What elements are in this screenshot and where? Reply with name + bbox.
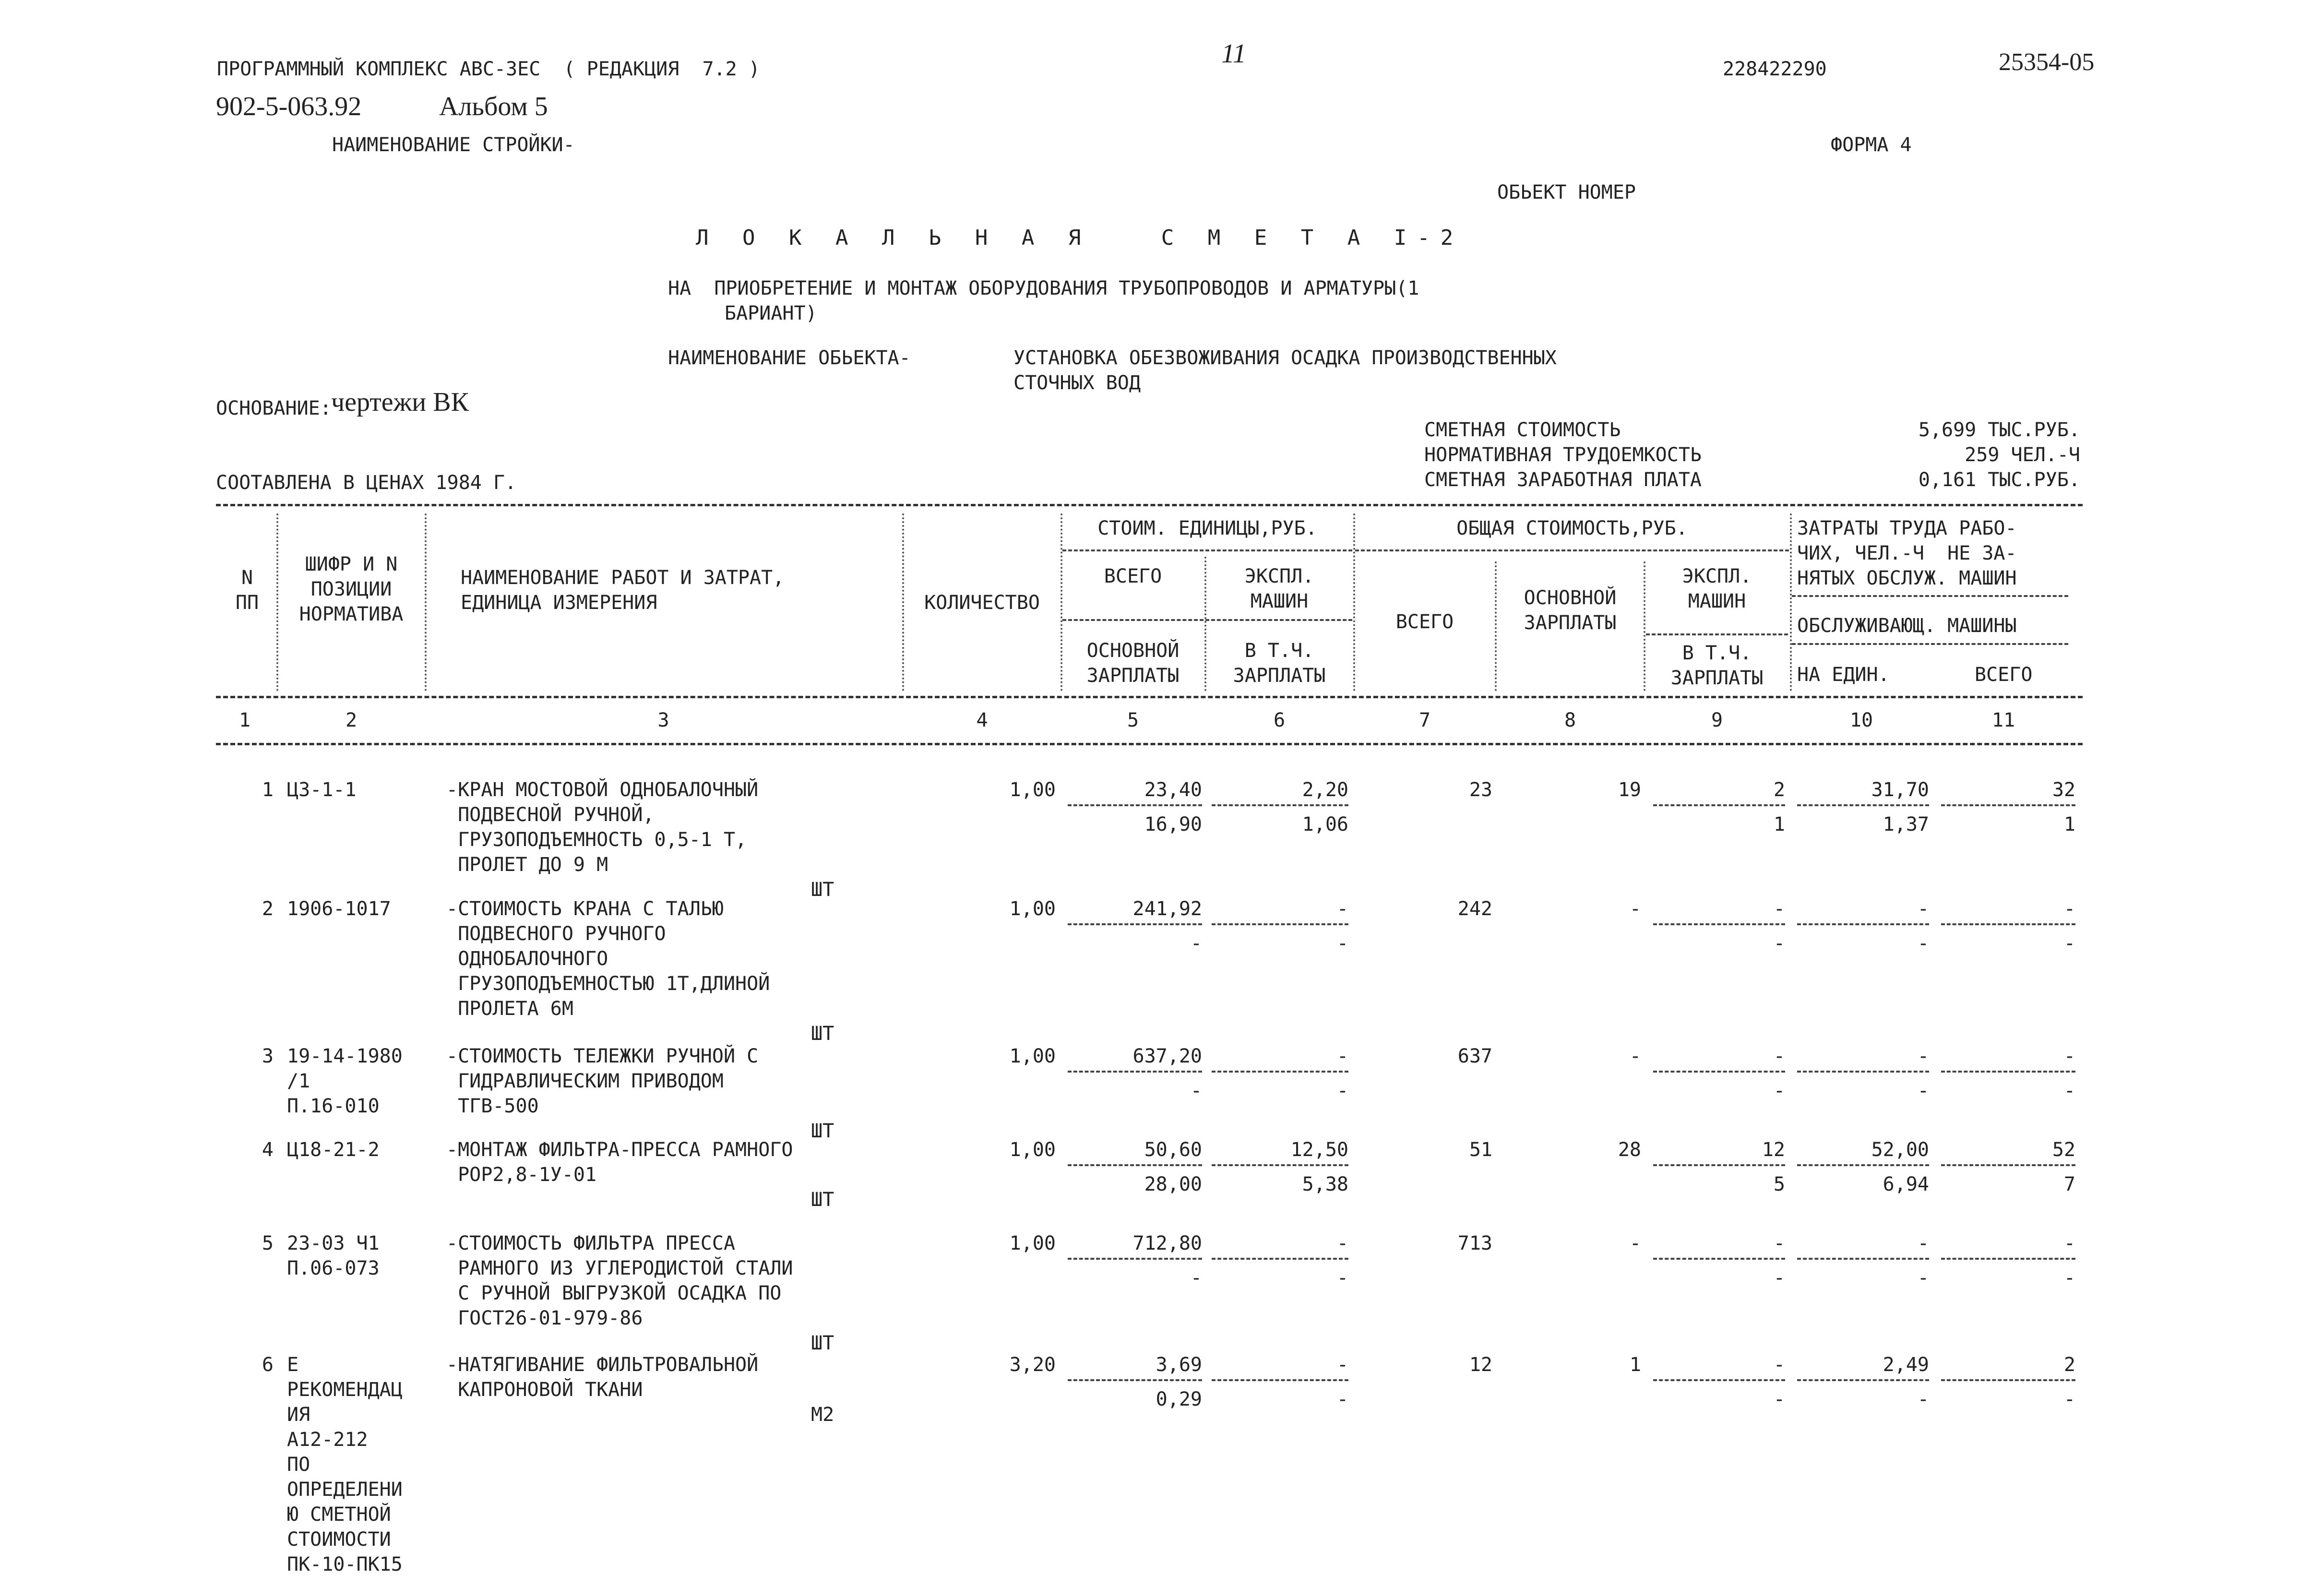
document-title: Л О К А Л Ь Н А Я С М Е Т А I-2 [696,226,1464,250]
row-total-machines: 12 [1762,1139,1785,1161]
column-number-5: 5 [1127,709,1139,731]
row-unit-total: 712,80 [1132,1232,1202,1254]
cell-divider-rule [1653,1258,1785,1260]
row-unit-wage: - [1190,932,1202,955]
header-col-number: N ПП [235,567,259,614]
header-subrule [1355,549,1789,551]
cell-divider-rule [1653,923,1785,925]
row-labor-unit: 2,49 [1883,1354,1929,1376]
row-labor-total-service: - [2063,1267,2075,1289]
header-subrule [1646,633,1788,635]
column-number-9: 9 [1711,709,1723,731]
row-labor-unit-service: - [1917,1267,1929,1289]
header-unit-total: ВСЕГО [1104,565,1162,587]
album-label: Альбом 5 [439,92,548,121]
row-unit-total: 3,69 [1156,1354,1202,1376]
header-bottom-rule [216,696,2083,698]
row-code: 23-03 Ч1 П.06-073 [287,1232,380,1279]
row-unit-machine-wage: - [1336,1080,1348,1102]
row-unit-machine-wage: 1,06 [1302,813,1348,835]
row-total-all: 637 [1457,1045,1492,1067]
column-number-10: 10 [1849,709,1873,731]
summary-label-1: СМЕТНАЯ СТОИМОСТЬ [1424,419,1621,441]
header-labor-service: ОБСЛУЖИВАЮЩ. МАШИНЫ [1797,615,2017,637]
header-total-machines: ЭКСПЛ. МАШИН [1682,565,1752,612]
row-total-wage: 19 [1618,779,1641,801]
row-labor-total-service: - [2063,1388,2075,1410]
row-number: 1 [262,779,274,801]
prices-basis: СООТАВЛЕНА В ЦЕНАХ 1984 Г. [216,472,517,494]
row-unit-wage: - [1190,1267,1202,1289]
row-total-wage: 28 [1618,1139,1641,1161]
row-labor-total-service: - [2063,1080,2075,1102]
header-subrule [1792,595,2068,597]
row-labor-unit-service: 1,37 [1883,813,1929,835]
row-unit: М2 [811,1404,834,1426]
row-unit-wage: - [1190,1080,1202,1102]
row-unit-machines: - [1336,1354,1348,1376]
page-number: 11 [1221,39,1246,69]
row-labor-total-service: 7 [2063,1173,2075,1195]
row-name: -СТОИМОСТЬ КРАНА С ТАЛЬЮ ПОДВЕСНОГО РУЧНОГО ОДНОБАЛОЧНОГО ГРУЗОПОДЪЕМНОСТЬЮ 1Т,ДЛИНОЙ ПРОЛЕТА 6М [446,898,770,1020]
row-unit-total: 50,60 [1144,1139,1202,1161]
cell-divider-rule [1068,1071,1202,1073]
row-total-all: 12 [1469,1354,1492,1376]
row-labor-unit: - [1917,1045,1929,1067]
row-number: 6 [262,1354,274,1376]
row-total-all: 51 [1469,1139,1492,1161]
cell-divider-rule [1653,1164,1785,1166]
header-col-code: ШИФР И N ПОЗИЦИИ НОРМАТИВА [299,553,404,625]
cell-divider-rule [1212,1164,1348,1166]
row-labor-total-service: - [2063,932,2075,955]
row-quantity: 1,00 [1009,1045,1056,1067]
summary-label-3: СМЕТНАЯ ЗАРАБОТНАЯ ПЛАТА [1424,469,1702,491]
row-unit-wage: 16,90 [1144,813,1202,835]
object-name-line-2: СТОЧНЫХ ВОД [1013,372,1141,394]
cell-divider-rule [1797,923,1929,925]
row-unit: ШТ [811,1332,834,1354]
column-number-6: 6 [1273,709,1286,731]
row-code: 19-14-1980 /1 П.16-010 [287,1045,403,1117]
column-number-3: 3 [657,709,669,731]
header-total-cost-group: ОБЩАЯ СТОИМОСТЬ,РУБ. [1456,517,1688,539]
cell-divider-rule [1941,923,2075,925]
row-total-all: 713 [1457,1232,1492,1254]
row-quantity: 1,00 [1009,898,1056,920]
row-total-wage: - [1629,1045,1641,1067]
basis-value: чертежи ВК [331,387,469,417]
header-unit-wage: ОСНОВНОЙ ЗАРПЛАТЫ [1086,640,1180,687]
header-subrule [1062,549,1352,551]
row-labor-unit: 31,70 [1871,779,1929,801]
object-name-line-1: УСТАНОВКА ОБЕЗВОЖИВАНИЯ ОСАДКА ПРОИЗВОДСТВЕННЫХ [1013,347,1557,369]
row-unit-machines: 2,20 [1302,779,1348,801]
cell-divider-rule [1797,1379,1929,1381]
row-labor-unit-service: 6,94 [1883,1173,1929,1195]
row-unit-machine-wage: - [1336,1388,1348,1410]
row-labor-total: - [2063,1232,2075,1254]
row-code: Е РЕКОМЕНДАЦ ИЯ А12-212 ПО ОПРЕДЕЛЕНИ Ю СМЕТНОЙ СТОИМОСТИ ПК-10-ПК15 [287,1354,403,1575]
row-unit-machine-wage: - [1336,1267,1348,1289]
cell-divider-rule [1653,804,1785,806]
header-labor-total: ВСЕГО [1975,664,2033,686]
object-name-label: НАИМЕНОВАНИЕ ОБЬЕКТА- [668,347,911,369]
row-labor-unit: - [1917,898,1929,920]
row-unit-machines: - [1336,898,1348,920]
header-col-quantity: КОЛИЧЕСТВО [924,592,1040,614]
row-labor-total: - [2063,898,2075,920]
header-labor-unit: НА ЕДИН. [1797,664,1890,686]
header-separator [1495,561,1497,691]
row-total-machine-wage: - [1773,1080,1785,1102]
row-code: ЦЗ-1-1 [287,779,357,801]
row-unit: ШТ [811,879,834,901]
cell-divider-rule [1068,1379,1202,1381]
row-unit-total: 637,20 [1132,1045,1202,1067]
summary-label-2: НОРМАТИВНАЯ ТРУДОЕМКОСТЬ [1424,444,1702,466]
row-total-machine-wage: - [1773,932,1785,955]
row-quantity: 1,00 [1009,1232,1056,1254]
header-separator [425,513,427,691]
cell-divider-rule [1212,1071,1348,1073]
cell-divider-rule [1068,1164,1202,1166]
row-unit-wage: 28,00 [1144,1173,1202,1195]
row-total-machines: - [1773,1045,1785,1067]
basis-label: ОСНОВАНИЕ: [216,397,332,419]
row-code: Ц18-21-2 [287,1139,380,1161]
cell-divider-rule [1068,804,1202,806]
column-number-11: 11 [1991,709,2015,731]
row-unit-machines: 12,50 [1290,1139,1348,1161]
row-total-machines: - [1773,1354,1785,1376]
cell-divider-rule [1212,804,1348,806]
header-unit-cost-group: СТОИМ. ЕДИНИЦЫ,РУБ. [1097,517,1317,539]
cell-divider-rule [1797,1258,1929,1260]
row-name: -КРАН МОСТОВОЙ ОДНОБАЛОЧНЫЙ ПОДВЕСНОЙ РУЧНОЙ, ГРУЗОПОДЪЕМНОСТЬ 0,5-1 Т, ПРОЛЕТ ДО 9 М [446,779,759,876]
summary-value-2: 259 ЧЕЛ.-Ч [1965,444,2080,466]
row-total-wage: - [1629,1232,1641,1254]
row-name: -СТОИМОСТЬ ТЕЛЕЖКИ РУЧНОЙ С ГИДРАВЛИЧЕСКИМ ПРИВОДОМ ТГВ-500 [446,1045,759,1117]
row-total-wage: - [1629,898,1641,920]
row-labor-total: 2 [2063,1354,2075,1376]
row-quantity: 3,20 [1009,1354,1056,1376]
cell-divider-rule [1797,1071,1929,1073]
row-unit-machine-wage: - [1336,932,1348,955]
row-total-machines: - [1773,1232,1785,1254]
column-number-2: 2 [345,709,358,731]
cell-divider-rule [1797,804,1929,806]
row-total-all: 242 [1457,898,1492,920]
row-unit-wage: 0,29 [1156,1388,1202,1410]
row-unit: ШТ [811,1189,834,1211]
row-total-machine-wage: - [1773,1388,1785,1410]
row-number: 2 [262,898,274,920]
row-labor-unit-service: - [1917,1388,1929,1410]
column-numbers-rule [216,743,2083,745]
row-total-all: 23 [1469,779,1492,801]
column-number-7: 7 [1418,709,1431,731]
row-unit-total: 23,40 [1144,779,1202,801]
row-labor-total: 52 [2052,1139,2075,1161]
sheet-code: 25354-05 [1999,48,2095,76]
row-name: -МОНТАЖ ФИЛЬТРА-ПРЕССА РАМНОГО РОР2,8-1У-01 [446,1139,793,1186]
row-number: 3 [262,1045,274,1067]
form-label: ФОРМА 4 [1831,134,1912,156]
cell-divider-rule [1068,1258,1202,1260]
cell-divider-rule [1797,1164,1929,1166]
row-total-machine-wage: 1 [1773,813,1785,835]
document-code: 228422290 [1723,58,1827,80]
construction-label: НАИМЕНОВАНИЕ СТРОЙКИ- [332,134,575,156]
row-labor-unit: 52,00 [1871,1139,1929,1161]
cell-divider-rule [1941,1071,2075,1073]
row-unit: ШТ [811,1023,834,1045]
row-labor-total-service: 1 [2063,813,2075,835]
row-total-wage: 1 [1629,1354,1641,1376]
header-separator [1790,513,1792,691]
row-labor-total: 32 [2052,779,2075,801]
row-labor-total: - [2063,1045,2075,1067]
cell-divider-rule [1653,1379,1785,1381]
cell-divider-rule [1941,1164,2075,1166]
row-total-machines: 2 [1773,779,1785,801]
header-labor-group: ЗАТРАТЫ ТРУДА РАБО- ЧИХ, ЧЕЛ.-Ч НЕ ЗА- НЯТЫХ ОБСЛУЖ. МАШИН [1797,517,2017,589]
cell-divider-rule [1212,1379,1348,1381]
column-number-8: 8 [1564,709,1576,731]
cell-divider-rule [1653,1071,1785,1073]
program-name: ПРОГРАММНЫЙ КОМПЛЕКС АВС-ЗЕС ( РЕДАКЦИЯ 7.2 ) [217,58,760,80]
row-unit: ШТ [811,1120,834,1142]
header-subrule [1062,619,1352,621]
row-unit-machine-wage: 5,38 [1302,1173,1348,1195]
subtitle-line-2: БАРИАНТ) [725,302,817,324]
row-total-machine-wage: 5 [1773,1173,1785,1195]
header-total-machine-wage: В Т.Ч. ЗАРПЛАТЫ [1670,642,1764,689]
row-number: 5 [262,1232,274,1254]
row-total-machine-wage: - [1773,1267,1785,1289]
row-labor-unit: - [1917,1232,1929,1254]
column-number-1: 1 [238,709,251,731]
header-unit-machine-wage: В Т.Ч. ЗАРПЛАТЫ [1233,640,1326,687]
row-unit-machines: - [1336,1045,1348,1067]
cell-divider-rule [1212,923,1348,925]
row-quantity: 1,00 [1009,1139,1056,1161]
album-code: 902-5-063.92 [216,92,362,121]
cell-divider-rule [1068,923,1202,925]
cell-divider-rule [1941,1258,2075,1260]
column-number-4: 4 [976,709,988,731]
cell-divider-rule [1941,804,2075,806]
header-total-wage: ОСНОВНОЙ ЗАРПЛАТЫ [1524,587,1617,634]
row-labor-unit-service: - [1917,932,1929,955]
row-quantity: 1,00 [1009,779,1056,801]
object-number-label: ОБЬЕКТ НОМЕР [1497,181,1636,203]
cell-divider-rule [1941,1379,2075,1381]
table-top-rule [216,504,2083,506]
row-unit-total: 241,92 [1132,898,1202,920]
header-unit-machines: ЭКСПЛ. МАШИН [1244,565,1314,612]
header-subrule [1792,643,2068,645]
row-name: -СТОИМОСТЬ ФИЛЬТРА ПРЕССА РАМНОГО ИЗ УГЛЕРОДИСТОЙ СТАЛИ С РУЧНОЙ ВЫГРУЗКОЙ ОСАДКА ПО ГОСТ26-01-979-86 [446,1232,793,1329]
row-number: 4 [262,1139,274,1161]
row-unit-machines: - [1336,1232,1348,1254]
summary-value-1: 5,699 ТЫС.РУБ. [1918,419,2080,441]
header-col-name: НАИМЕНОВАНИЕ РАБОТ И ЗАТРАТ, ЕДИНИЦА ИЗМЕРЕНИЯ [461,567,785,614]
cell-divider-rule [1212,1258,1348,1260]
row-name: -НАТЯГИВАНИЕ ФИЛЬТРОВАЛЬНОЙ КАПРОНОВОЙ ТКАНИ [446,1354,759,1401]
subtitle-line-1: НА ПРИОБРЕТЕНИЕ И МОНТАЖ ОБОРУДОВАНИЯ ТРУБОПРОВОДОВ И АРМАТУРЫ(1 [668,277,1419,299]
header-total-all: ВСЕГО [1395,611,1454,633]
row-total-machines: - [1773,898,1785,920]
row-labor-unit-service: - [1917,1080,1929,1102]
row-code: 1906-1017 [287,898,391,920]
summary-value-3: 0,161 ТЫС.РУБ. [1918,469,2080,491]
header-separator [1644,561,1645,691]
